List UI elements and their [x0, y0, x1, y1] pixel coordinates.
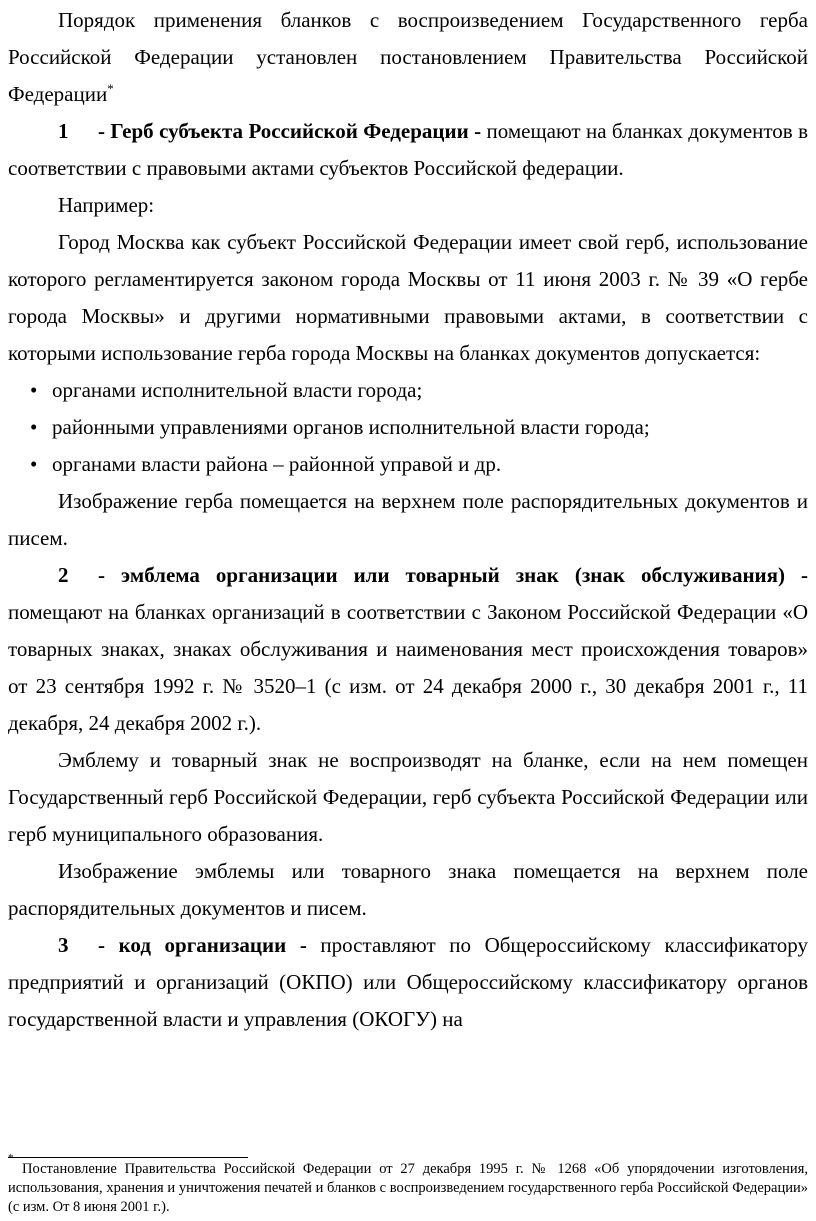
item2-dash: - — [98, 563, 105, 587]
emblem-placement-paragraph: Изображение эмблемы или товарного знака помещается на верхнем поле распорядительных документов и писем. — [8, 859, 808, 920]
intro-paragraph — [8, 2, 808, 113]
list-item-text: органами исполнительной власти города; — [52, 378, 423, 402]
item1-dash2: - — [474, 119, 482, 143]
item3-text: проставляют по Общероссийскому классификатору предприятий и организаций (ОКПО) или Общероссийскому классификатору органов государственной власти и управления (ОКОГУ) на — [8, 933, 809, 1031]
bullet-icon: • — [30, 415, 38, 439]
intro-text: Порядок применения бланков с воспроизведением Государственного герба Российской Федерации установлен постановлением Правительства Российской Федерации — [8, 8, 808, 106]
document-page — [8, 0, 808, 1038]
item1-paragraph — [8, 113, 808, 187]
footnote-text: Постановление Правительства Российской Федерации от 27 декабря 1995 г. № 1268 «Об упорядочении изготовления, использования, хранения и уничтожения печатей и бланков с воспроизведением государственного герба Российской Федерации» (с изм. От 8 июня 2001 г.). — [8, 1161, 808, 1215]
item3-number: 3 — [58, 933, 69, 957]
coat-placement-paragraph: Изображение герба помещается на верхнем поле распорядительных документов и писем. — [8, 489, 808, 550]
item1-text: помещают на бланках документов в соответствии с правовыми актами субъектов Российской федерации. — [8, 119, 809, 180]
moscow-paragraph: Город Москва как субъект Российской Федерации имеет свой герб, использование которого регламентируется законом города Москвы от 11 июня 2003 г. № 39 «О гербе города Москвы» и другими нормативными правовыми актами, в соответствии с которыми использование герба города Москвы на бланках документов допускается: — [8, 230, 808, 365]
bullet-icon: • — [30, 378, 38, 402]
item1-dash: - — [98, 119, 105, 143]
footnote-divider — [8, 1157, 248, 1158]
item1-number: 1 — [58, 119, 69, 143]
list-item-text: органами власти района – районной управой и др. — [52, 452, 502, 476]
item2-dash2: - — [801, 563, 809, 587]
list-item — [8, 409, 808, 446]
example-label: Например: — [58, 193, 155, 217]
footnote-mark: * — [8, 1152, 14, 1164]
list-item — [8, 372, 808, 409]
item3-title: код организации — [118, 933, 287, 957]
item2-text: помещают на бланках организаций в соответствии с Законом Российской Федерации «О товарных знаках, знаках обслуживания и наименования мест происхождения товаров» от 23 сентября 1992 г. № 3520–1 (с изм. от 24 декабря 2000 г., 30 декабря 2001 г., 11 декабря, 24 декабря 2002 г.). — [8, 600, 808, 735]
item2-title: эмблема организации или товарный знак (знак обслуживания) — [121, 563, 786, 587]
footnote-reference: * — [107, 81, 114, 96]
item3-dash2: - — [299, 933, 307, 957]
item2-number: 2 — [58, 563, 69, 587]
item2-paragraph — [8, 557, 808, 742]
list-item-text: районными управлениями органов исполнительной власти города; — [52, 415, 650, 439]
item3-paragraph — [8, 927, 808, 1038]
list-item — [8, 446, 808, 483]
item1-title: Герб субъекта Российской Федерации — [110, 119, 469, 143]
emblem-not-reproduced-paragraph: Эмблему и товарный знак не воспроизводят на бланке, если на нем помещен Государственный герб Российской Федерации, герб субъекта Российской Федерации или герб муниципального образования. — [8, 748, 808, 846]
bullet-icon: • — [30, 452, 38, 476]
item3-dash: - — [98, 933, 105, 957]
